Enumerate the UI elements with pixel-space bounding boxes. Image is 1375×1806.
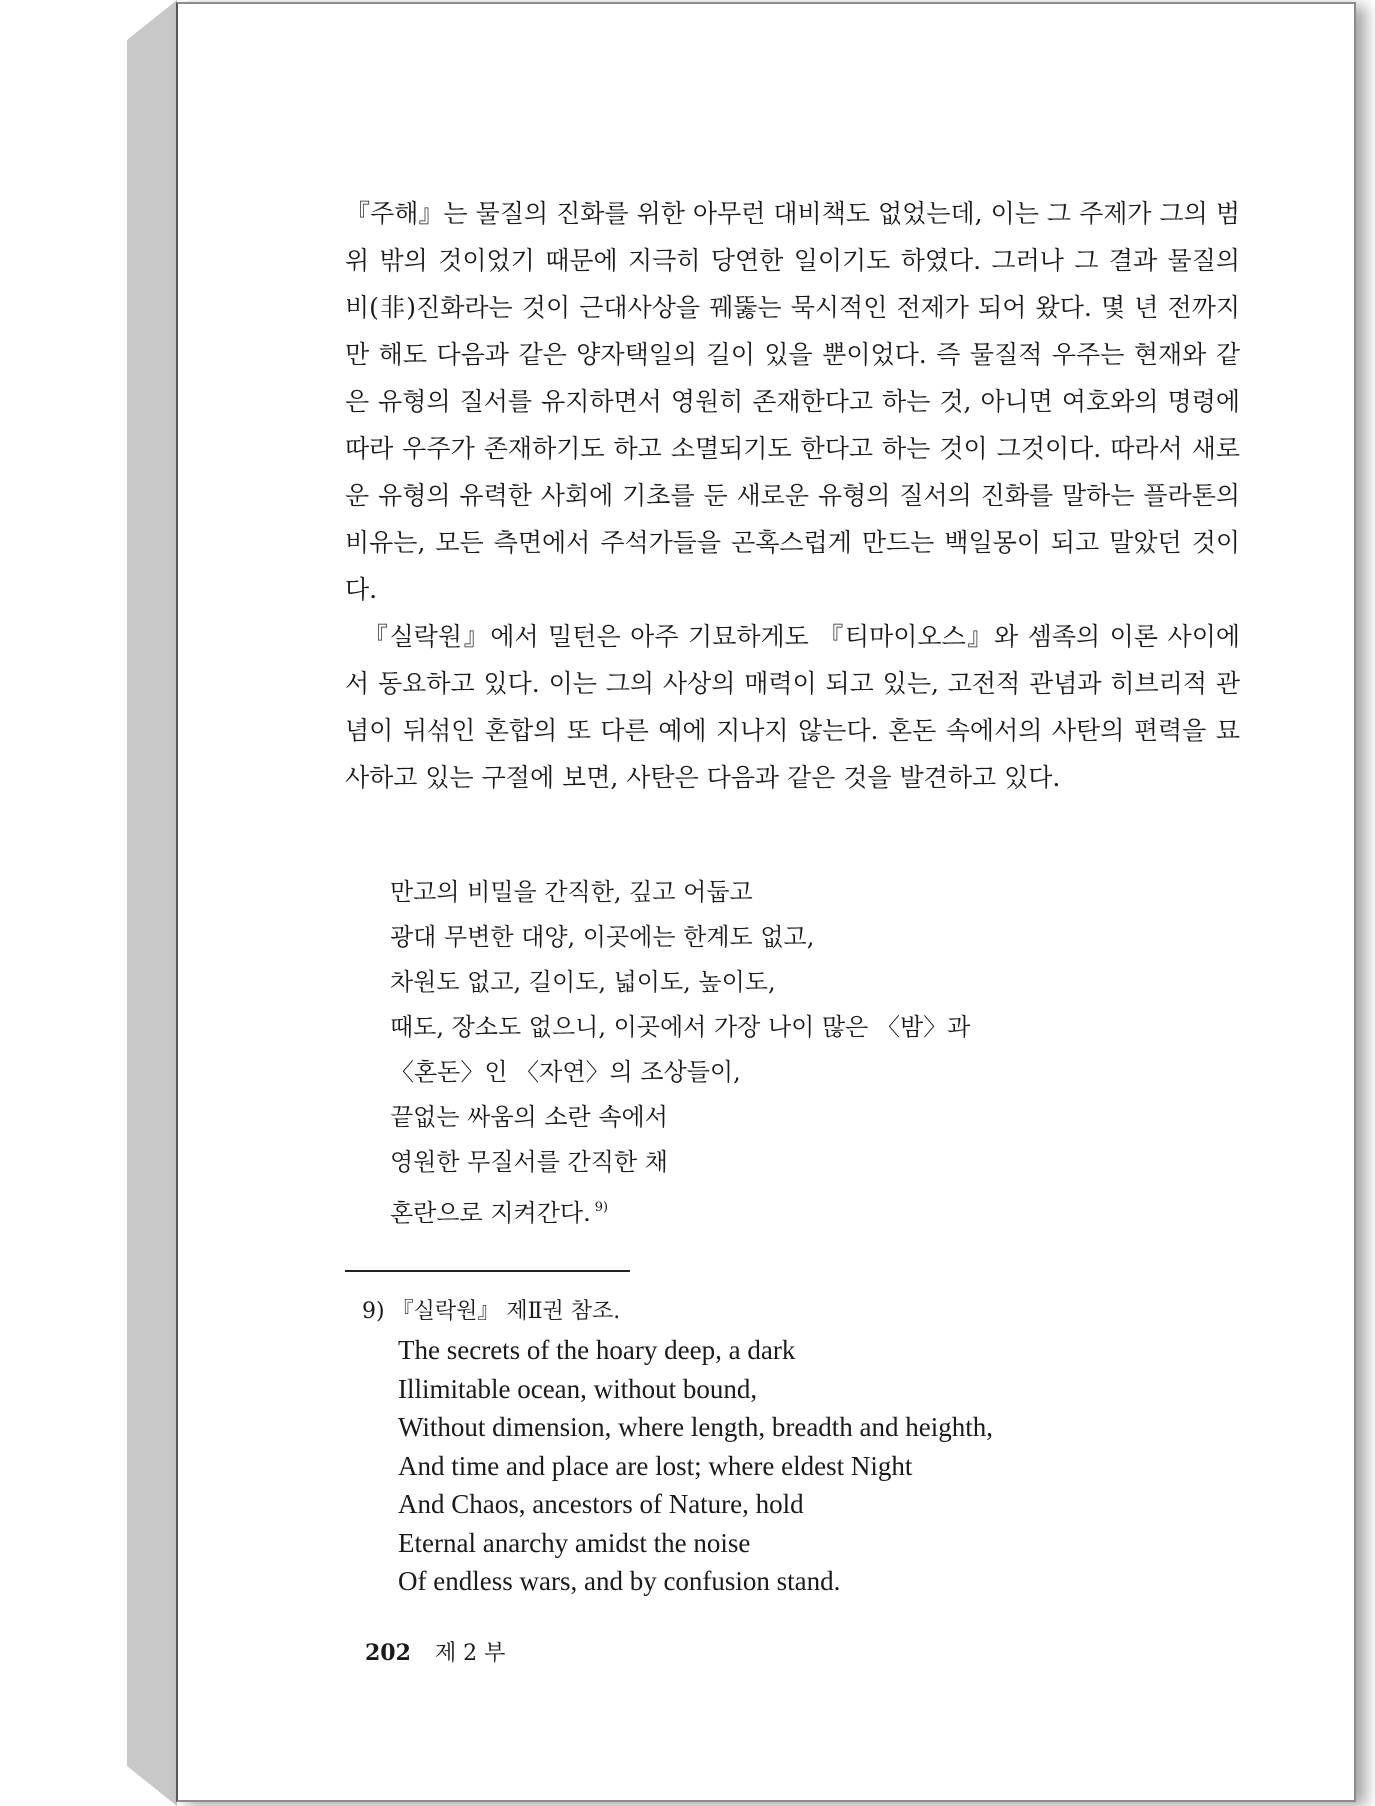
poem-line: 만고의 비밀을 간직한, 깊고 어둡고 [390,878,753,906]
poem-line: 때도, 장소도 없으니, 이곳에서 가장 나이 많은 〈밤〉과 [390,1013,971,1041]
footnote-line: Of endless wars, and by confusion stand. [398,1566,841,1596]
body-text [345,190,1240,801]
footnote-rule [345,1270,630,1272]
footnote-line: Eternal anarchy amidst the noise [398,1527,751,1558]
footnote-line: Without dimension, where length, breadth and heighth, [398,1412,994,1442]
footnote-line: And Chaos, ancestors of Nature, hold [398,1489,804,1519]
poem-line: 차원도 없고, 길이도, 넓이도, 높이도, [390,968,776,996]
footnote-line: The secrets of the hoary deep, a dark [398,1335,796,1365]
footnote-line: Illimitable ocean, without bound, [398,1373,758,1404]
poem-line-last [390,1185,970,1236]
poem-quote [390,870,970,1236]
footnote-heading: 9) 『실락원』 제Ⅱ권 참조. [362,1299,621,1324]
book-spine-top-edge [127,0,177,40]
poem-line: 광대 무변한 대양, 이곳에는 한계도 없고, [390,923,815,951]
footnote-line: And time and place are lost; where eldest Night [398,1450,913,1481]
footnote-reference: 9) [594,1200,609,1215]
poem-line-text: 혼란으로 지켜간다. [390,1199,591,1227]
page-folio [365,1636,505,1667]
paragraph: 『실락원』에서 밀턴은 아주 기묘하게도 『티마이오스』와 셈족의 이론 사이에서 동요하고 있다. 이는 그의 사상의 매력이 되고 있는, 고전적 관념과 히브리적 관념이 뒤섞인 혼합의 또 다른 예에 지나지 않는다. 혼돈 속에서의 사탄의 편력을 묘사하고 있는 구절에 보면, 사탄은 다음과 같은 것을 발견하고 있다. [345,622,1240,792]
poem-line: 끝없는 싸움의 소란 속에서 [390,1103,668,1131]
footnote [362,1293,993,1601]
section-label: 제 2 부 [434,1641,506,1666]
book-spine [127,0,177,1806]
poem-line: 〈혼돈〉인 〈자연〉의 조상들이, [390,1058,741,1086]
paragraph: 『주해』는 물질의 진화를 위한 아무런 대비책도 없었는데, 이는 그 주제가 그의 범위 밖의 것이었기 때문에 지극히 당연한 일이기도 하였다. 그러나 그 결과 물질의 비(非)진화라는 것이 근대사상을 꿰뚫는 묵시적인 전제가 되어 왔다. 몇 년 전까지만 해도 다음과 같은 양자택일의 길이 있을 뿐이었다. 즉 물질적 우주는 현재와 같은 유형의 질서를 유지하면서 영원히 존재한다고 하는 것, 아니면 여호와의 명령에 따라 우주가 존재하기도 하고 소멸되기도 한다고 하는 것이 그것이다. 따라서 새로운 유형의 유력한 사회에 기초를 둔 새로운 유형의 질서의 진화를 말하는 플라톤의 비유는, 모든 측면에서 주석가들을 곤혹스럽게 만드는 백일몽이 되고 말았던 것이다. [345,199,1240,604]
book-spine-bottom-edge [127,1766,177,1806]
page-number: 202 [365,1640,411,1666]
poem-line: 영원한 무질서를 간직한 채 [390,1148,668,1176]
